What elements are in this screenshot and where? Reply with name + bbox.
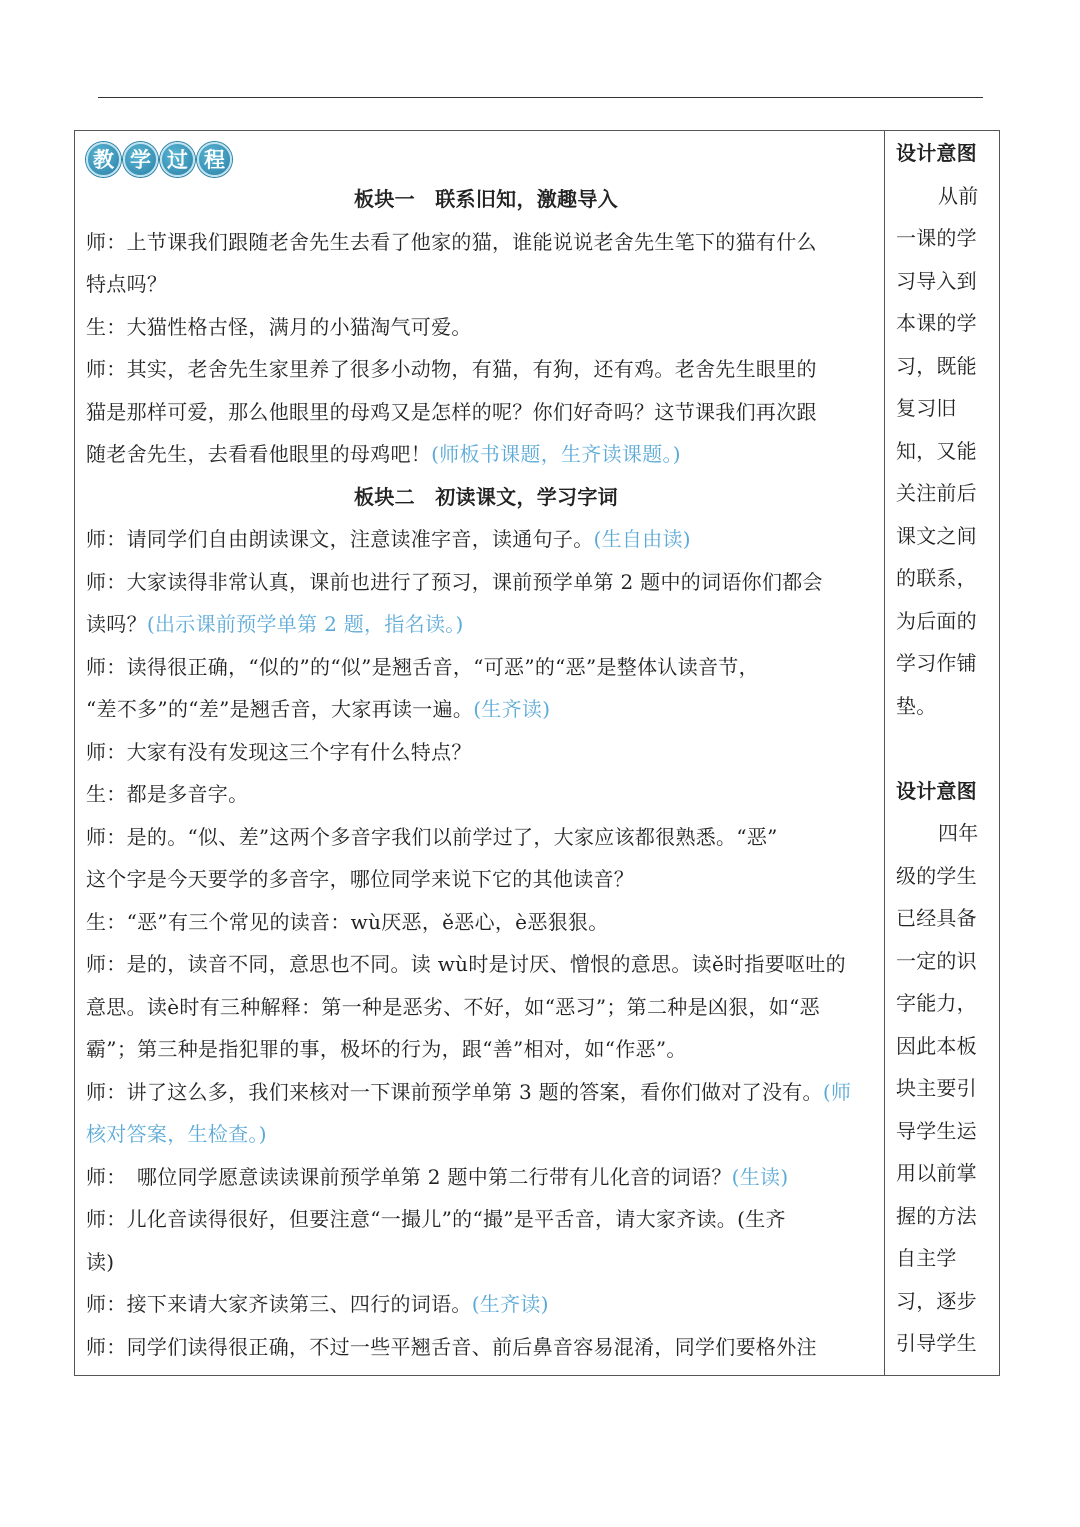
design-intent-line: 为后面的 [896,608,977,633]
dialogue-text: 随老舍先生，去看看他眼里的母鸡吧！ [86,442,432,466]
column-divider [884,130,885,1376]
dialogue-line: 师：同学们读得很正确，不过一些平翘舌音、前后鼻音容易混淆，同学们要格外注 [86,1334,817,1359]
design-intent-line: 块主要引 [896,1076,977,1100]
teacher-note: (生读) [731,1164,789,1189]
dialogue-line: 生：都是多音字。 [86,782,249,806]
dialogue-line [86,433,878,476]
design-intent-heading: 设计意图 [896,778,977,803]
dialogue-line: 特点吗？ [86,272,168,296]
spacer [896,727,988,770]
design-intent-line: 引导学生 [896,1331,977,1355]
dialogue-line [86,518,878,561]
dialogue-text: 师： 哪位同学愿意读读课前预学单第 2 题中第二行带有儿化音的词语？ [86,1164,732,1189]
design-intent-line: 级的学生 [896,863,977,888]
design-intent-line: 字能力， [896,991,977,1015]
design-intent-line: 用以前掌 [896,1161,977,1185]
badge-char: 过 [160,142,195,177]
design-intent-line: 自主学 [896,1246,957,1270]
design-intent-line: 知，又能 [896,438,977,463]
design-intent-line: 一定的识 [896,948,977,973]
dialogue-line: 这个字是今天要学的多音字，哪位同学来说下它的其他读音？ [86,867,635,891]
dialogue-line [86,603,878,646]
teacher-note: (生自由读) [593,527,691,551]
design-intent-line: 握的方法 [896,1203,977,1228]
dialogue-text: 读吗？ [86,612,147,636]
design-intent-column [896,132,988,1365]
lesson-text [86,178,878,1368]
top-rule [98,97,983,98]
design-intent-line: 学习作铺 [896,651,977,675]
design-intent-line: 已经具备 [896,906,977,930]
dialogue-line [86,1283,878,1326]
badge-char: 教 [86,142,121,177]
design-intent-line: 复习旧 [896,396,957,420]
teacher-note: (生齐读) [471,1292,549,1316]
design-intent-line: 习，既能 [896,353,977,378]
dialogue-line: 霸”；第三种是指犯罪的事，极坏的行为，跟“善”相对，如“作恶”。 [86,1037,687,1061]
teacher-note: (生齐读) [473,697,551,721]
teacher-note: 核对答案，生检查。) [86,1122,267,1146]
design-intent-line: 因此本板 [896,1033,977,1058]
design-intent-line: 课文之间 [896,523,977,548]
dialogue-text: “差不多”的“差”是翘舌音，大家再读一遍。 [86,697,474,721]
dialogue-line [86,1156,878,1199]
dialogue-text: 师：接下来请大家齐读第三、四行的词语。 [86,1292,472,1316]
badge-char: 程 [197,142,232,177]
badge-char: 学 [123,142,158,177]
dialogue-text: 师：讲了这么多，我们来核对一下课前预学单第 3 题的答案，看你们做对了没有。 [86,1079,823,1104]
dialogue-line: 师：大家读得非常认真，课前也进行了预习，课前预学单第 2 题中的词语你们都会 [86,569,823,594]
dialogue-line: 师：是的。“似、差”这两个多音字我们以前学过了，大家应该都很熟悉。“恶” [86,824,778,849]
design-intent-line: 从前 [938,183,979,208]
teaching-process-column [86,140,878,1368]
dialogue-line: 猫是那样可爱，那么他眼里的母鸡又是怎样的呢？你们好奇吗？这节课我们再次跟 [86,399,817,424]
teacher-note: (师板书课题，生齐读课题。) [431,442,681,466]
design-intent-line: 四年 [938,821,979,845]
dialogue-line: 师：其实，老舍先生家里养了很多小动物，有猫，有狗，还有鸡。老舍先生眼里的 [86,357,817,381]
dialogue-line: 师：是的，读音不同，意思也不同。读 wù时是讨厌、憎恨的意思。读ě时指要呕吐的 [86,952,846,976]
design-intent-line: 导学生运 [896,1118,977,1143]
dialogue-text: 师：请同学们自由朗读课文，注意读准字音，读通句子。 [86,527,594,551]
teacher-note: (出示课前预学单第 2 题，指名读。) [146,612,464,636]
dialogue-line [86,688,878,731]
teaching-process-badge [86,140,878,178]
design-intent-line: 的联系， [896,566,977,590]
dialogue-line: 师：上节课我们跟随老舍先生去看了他家的猫，谁能说说老舍先生笔下的猫有什么 [86,229,817,254]
design-intent-line: 本课的学 [896,311,977,335]
dialogue-line: 师：读得很正确，“似的”的“似”是翘舌音，“可恶”的“恶”是整体认读音节， [86,654,759,679]
teacher-note: (师 [822,1079,852,1104]
dialogue-line: 师：儿化音读得很好，但要注意“一撮儿”的“撮”是平舌音，请大家齐读。(生齐 [86,1207,786,1231]
design-intent-line: 习导入到 [896,268,977,293]
section-heading: 板块二 初读课文，学习字词 [354,484,618,509]
dialogue-line: 生：大猫性格古怪，满月的小猫淘气可爱。 [86,314,472,339]
design-intent-heading: 设计意图 [896,141,977,165]
dialogue-line: 读) [86,1249,115,1274]
dialogue-line: 师：大家有没有发现这三个字有什么特点？ [86,739,472,764]
design-intent-line: 垫。 [896,693,937,718]
design-intent-line: 习，逐步 [896,1288,977,1313]
dialogue-line: 意思。读è时有三种解释：第一种是恶劣、不好，如“恶习”；第二种是凶狠，如“恶 [86,994,820,1019]
design-intent-line: 一课的学 [896,226,977,250]
design-intent-text [896,132,988,1365]
dialogue-line: 生：“恶”有三个常见的读音：wù厌恶，ě恶心，è恶狠狠。 [86,909,609,934]
section-heading: 板块一 联系旧知，激趣导入 [354,187,618,211]
design-intent-line: 关注前后 [896,481,977,505]
dialogue-line [86,1071,878,1114]
